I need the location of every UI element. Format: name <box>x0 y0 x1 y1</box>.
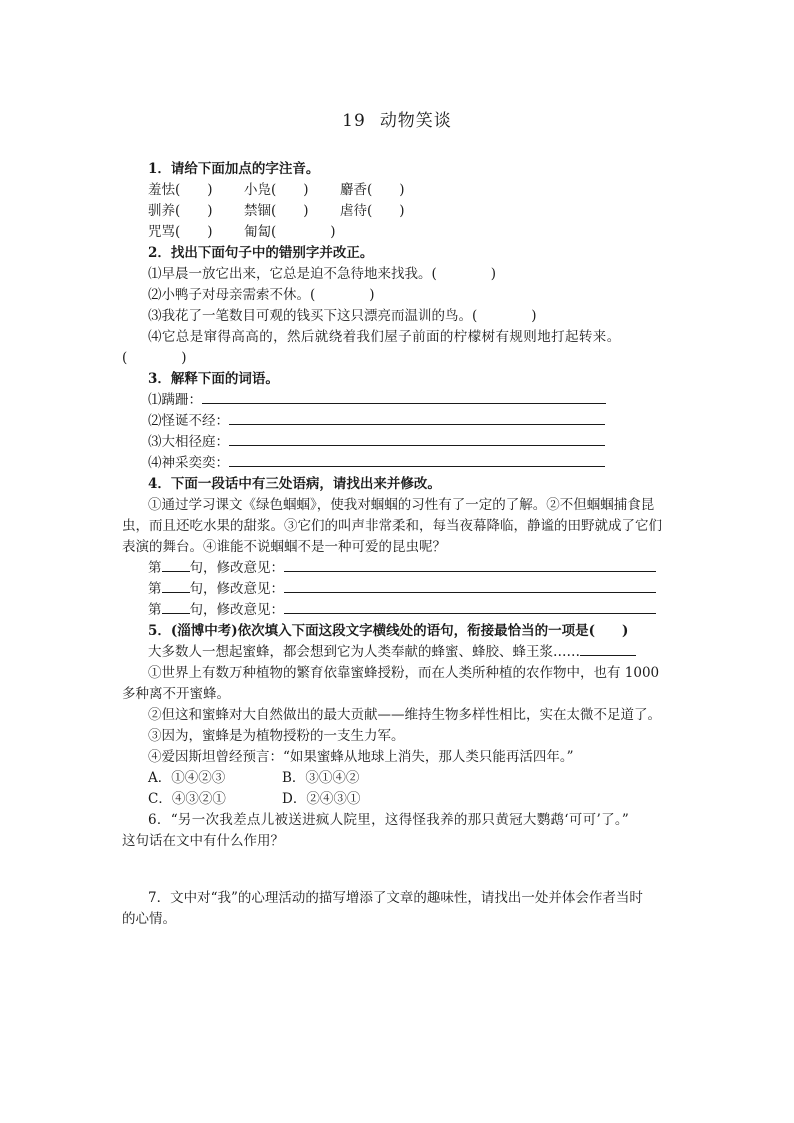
q2-item: ⑵小鸭子对母亲需索不休。( ) <box>148 287 375 303</box>
answer-suffix: 句，修改意见： <box>189 581 284 597</box>
q3-item <box>148 390 606 410</box>
lesson-number: 19 <box>342 111 366 131</box>
answer-line[interactable] <box>202 390 606 404</box>
answer-prefix: 第 <box>148 602 162 618</box>
pron-item: 匍匐( ) <box>244 224 336 240</box>
q4-passage: 表演的舞台。④谁能不说蝈蝈不是一种可爱的昆虫呢？ <box>122 539 446 555</box>
q7-text: 的心情。 <box>122 911 176 927</box>
q4-answer-row <box>148 579 656 599</box>
answer-prefix: 第 <box>148 581 162 597</box>
q2-item: ⑴早晨一放它出来，它总是迫不急待地来找我。( ) <box>148 266 497 282</box>
q5-options-row <box>148 789 360 809</box>
option-c[interactable]: C．④③②① <box>148 791 226 807</box>
answer-line[interactable] <box>229 432 605 446</box>
term-label: ⑷神采奕奕： <box>148 455 229 471</box>
option-d[interactable]: D．②④③① <box>282 791 361 807</box>
q3-item <box>148 432 605 452</box>
q4-answer-row <box>148 600 656 620</box>
q5-sentence: ④爱因斯坦曾经预言：“如果蜜蜂从地球上消失，那人类只能再活四年。” <box>148 749 574 765</box>
sentence-number-blank[interactable] <box>162 579 190 593</box>
q5-sentence: 多种离不开蜜蜂。 <box>122 686 230 702</box>
term-label: ⑵怪诞不经： <box>148 413 229 429</box>
pron-item: 禁锢( ) <box>244 203 309 219</box>
q3-item <box>148 411 605 431</box>
q2-item: ⑶我花了一笔数目可观的钱买下这只漂亮而温训的鸟。( ) <box>148 308 537 324</box>
pron-item: 羞怯( ) <box>148 182 213 198</box>
answer-prefix: 第 <box>148 560 162 576</box>
term-label: ⑴蹒跚： <box>148 392 202 408</box>
lead-text: 大多数人一想起蜜蜂，都会想到它为人类奉献的蜂蜜、蜂胶、蜂王浆…… <box>148 644 580 660</box>
term-label: ⑶大相径庭： <box>148 434 229 450</box>
pron-item: 虐待( ) <box>340 203 405 219</box>
q2-item: ⑷它总是窜得高高的，然后就绕着我们屋子前面的柠檬树有规则地打起转来。 <box>148 329 621 345</box>
answer-suffix: 句，修改意见： <box>189 560 284 576</box>
pron-item: 驯养( ) <box>148 203 213 219</box>
answer-line[interactable] <box>284 579 656 593</box>
q7-text: 7．文中对“我”的心理活动的描写增添了文章的趣味性，请找出一处并体会作者当时 <box>148 890 643 906</box>
option-b[interactable]: B．③①④② <box>282 770 360 786</box>
pron-item: 麝香( ) <box>340 182 405 198</box>
q1-row <box>148 180 436 200</box>
sentence-number-blank[interactable] <box>162 600 190 614</box>
answer-suffix: 句，修改意见： <box>189 602 284 618</box>
q1-row <box>148 222 340 242</box>
answer-line[interactable] <box>229 453 605 467</box>
q4-label: 4．下面一段话中有三处语病，请找出来并修改。 <box>148 476 441 492</box>
q5-lead <box>148 642 636 662</box>
q2-item: ( ) <box>122 350 187 366</box>
q4-passage: 虫，而且还吃水果的甜浆。③它们的叫声非常柔和，每当夜幕降临，静谧的田野就成了它们 <box>122 518 662 534</box>
fill-blank[interactable] <box>580 642 636 656</box>
q5-options-row <box>148 768 359 788</box>
q5-sentence: ③因为，蜜蜂是为植物授粉的一支生力军。 <box>148 728 405 744</box>
pron-item: 小凫( ) <box>244 182 309 198</box>
q3-item <box>148 453 605 473</box>
sentence-number-blank[interactable] <box>162 558 190 572</box>
q5-label: 5．(淄博中考)依次填入下面这段文字横线处的语句，衔接最恰当的一项是( ) <box>148 623 629 639</box>
q5-sentence: ①世界上有数万种植物的繁育依靠蜜蜂授粉，而在人类所种植的农作物中，也有 1000 <box>148 665 660 681</box>
page-title <box>0 106 794 131</box>
q2-label: 2．找出下面句子中的错别字并改正。 <box>148 245 374 261</box>
q5-sentence: ②但这和蜜蜂对大自然做出的最大贡献——维持生物多样性相比，实在太微不足道了。 <box>148 707 661 723</box>
q6-text: 这句话在文中有什么作用？ <box>122 833 284 849</box>
q6-text: 6．“另一次我差点儿被送进疯人院里，这得怪我养的那只黄冠大鹦鹉‘可可’了。” <box>148 812 630 828</box>
q1-label: 1．请给下面加点的字注音。 <box>148 161 320 177</box>
lesson-title: 动物笑谈 <box>379 111 452 131</box>
answer-line[interactable] <box>284 600 656 614</box>
q4-answer-row <box>148 558 656 578</box>
pron-item: 咒骂( ) <box>148 224 213 240</box>
q1-row <box>148 201 436 221</box>
option-a[interactable]: A．①④②③ <box>148 770 226 786</box>
q4-passage: ①通过学习课文《绿色蝈蝈》，使我对蝈蝈的习性有了一定的了解。②不但蝈蝈捕食昆 <box>148 497 655 513</box>
q3-label: 3．解释下面的词语。 <box>148 371 279 387</box>
answer-line[interactable] <box>229 411 605 425</box>
answer-line[interactable] <box>284 558 656 572</box>
